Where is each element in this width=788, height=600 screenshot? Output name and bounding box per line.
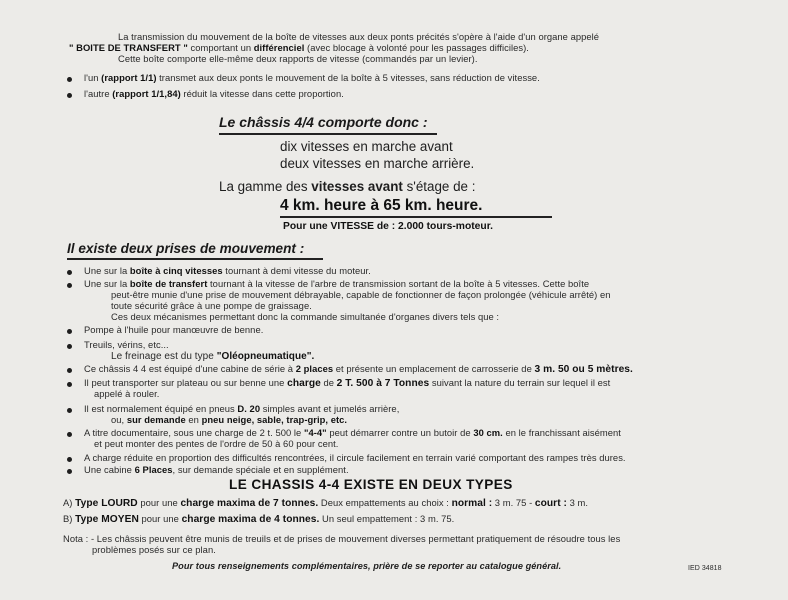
boite-de-transfert: " BOITE DE TRANSFERT " <box>69 42 188 53</box>
empattement-normal-label: normal : <box>451 498 493 509</box>
speed-range-underline <box>280 216 552 218</box>
type-lourd: Type LOURD <box>75 498 138 509</box>
footer-text: Pour tous renseignements complémentaires, prière de se reporter au catalogue général. <box>172 561 562 571</box>
gamme-line <box>219 179 475 194</box>
note-line-1 <box>63 533 620 544</box>
vitesses-avant: vitesses avant <box>311 179 403 194</box>
two-places: 2 places <box>295 363 334 374</box>
note-text: - Les châssis peuvent être munis de treuils et de prises de mouvement diverses permettant pratiquement de résoudre tous les <box>88 533 621 544</box>
type-lourd-line <box>63 497 588 509</box>
rapport-1-lead: l'un <box>84 72 102 83</box>
model-4-4: "4-4" <box>303 427 327 438</box>
pneus-d20: D. 20 <box>237 403 261 414</box>
rpm-note: Pour une VITESSE de : 2.000 tours-moteur. <box>283 221 493 232</box>
mechanisms-line: Ces deux mécanismes permettant donc la commande simultanée d'organes divers tels que : <box>111 311 500 322</box>
bullet-icon <box>67 382 72 387</box>
intro-line-2 <box>69 42 529 53</box>
gamme-lead: La gamme des <box>219 179 312 194</box>
prise-1-desc: tournant à demi vitesse du moteur. <box>222 265 371 276</box>
feature-2-tail: suivant la nature du terrain sur lequel il est <box>429 377 611 388</box>
bullet-icon <box>67 368 72 373</box>
boite-cinq-vitesses: boîte à cinq vitesses <box>129 265 223 276</box>
feature-4-tail: en le franchissant aisément <box>502 427 621 438</box>
empattement-normal-value: 3 m. 75 - <box>492 497 535 508</box>
note-line-2: problèmes posés sur ce plan. <box>92 544 216 555</box>
feature-1 <box>84 363 633 375</box>
charge-label: charge <box>287 378 321 389</box>
type-moyen: Type MOYEN <box>75 514 139 525</box>
freinage-lead: Le freinage est du type <box>111 351 217 362</box>
bullet-icon <box>67 344 72 349</box>
rapport-1-desc: transmet aux deux ponts le mouvement de la boîte à 5 vitesses, sans réduction de vitesse. <box>156 72 540 83</box>
charge-range: 2 T. 500 à 7 Tonnes <box>336 378 430 389</box>
rapport-2-value: (rapport 1/1,84) <box>112 88 181 99</box>
prise-1-lead: Une sur la <box>84 265 130 276</box>
mechanism-1: Pompe à l'huile pour manœuvre de benne. <box>84 324 264 335</box>
speed-range: 4 km. heure à 65 km. heure. <box>280 197 483 214</box>
prise-2-line-2: peut-être munie d'une prise de mouvement débrayable, capable de fonctionner de façon prolongée (véhicule arrêté) en <box>111 289 611 300</box>
summary-line-2: deux vitesses en marche arrière. <box>280 156 475 171</box>
type-b-letter: B) <box>63 513 73 524</box>
bullet-icon <box>67 270 72 275</box>
type-lourd-pour: pour une <box>137 497 181 508</box>
prise-1-line <box>84 265 371 276</box>
intro-line-2-tail: (avec blocage à volonté pour les passages difficiles). <box>304 42 529 53</box>
feature-6-tail: , sur demande spéciale et en supplément. <box>172 464 349 475</box>
rapport-1-value: (rapport 1/1) <box>101 72 157 83</box>
feature-1-lead: Ce châssis 4 4 est équipé d'une cabine de série à <box>84 363 296 374</box>
feature-2-de: de <box>320 377 337 388</box>
bullet-icon <box>67 93 72 98</box>
feature-5: A charge réduite en proportion des difficultés rencontrées, il circule facilement en terrain varié comportant des rampes très dures. <box>84 452 626 463</box>
empattement-court-label: court : <box>534 498 567 509</box>
rapport-2-line <box>84 88 344 99</box>
type-moyen-pour: pour une <box>138 513 182 524</box>
prise-2-desc: tournant à la vitesse de l'arbre de transmission sortant de la boîte à 5 vitesses. Cette boîte <box>207 278 590 289</box>
carrosserie-length: 3 m. 50 ou 5 mètres. <box>534 364 633 375</box>
bullet-icon <box>67 469 72 474</box>
feature-3-lead: Il est normalement équipé en pneus <box>84 403 238 414</box>
feature-2 <box>84 377 610 389</box>
note-label: Nota : <box>63 533 89 544</box>
bullet-icon <box>67 457 72 462</box>
feature-4-mid: peut démarrer contre un butoir de <box>326 427 474 438</box>
empattement-court-value: 3 m. <box>566 497 589 508</box>
feature-6-lead: Une cabine <box>84 464 135 475</box>
pneu-options: pneu neige, sable, trap-grip, etc. <box>201 414 348 425</box>
summary-line-1: dix vitesses en marche avant <box>280 139 453 154</box>
feature-6 <box>84 464 349 475</box>
rapport-2-desc: réduit la vitesse dans cette proportion. <box>180 88 344 99</box>
type-moyen-charge: charge maxima de 4 tonnes. <box>181 514 320 525</box>
freinage-line <box>111 351 314 362</box>
intro-line-1: La transmission du mouvement de la boîte de vitesses aux deux ponts précités s'opère à l'aide d'un organe appelé <box>118 31 600 42</box>
prises-heading: Il existe deux prises de mouvement : <box>67 241 305 256</box>
rapport-2-lead: l'autre <box>84 88 113 99</box>
bullet-icon <box>67 408 72 413</box>
butoir-height: 30 cm. <box>473 427 503 438</box>
prise-2-line-3: toute sécurité grâce à une pompe de graissage. <box>111 300 312 311</box>
bullet-icon <box>67 77 72 82</box>
feature-4-lead: A titre documentaire, sous une charge de 2 t. 500 le <box>84 427 304 438</box>
feature-3-tail: simples avant et jumelés arrière, <box>260 403 400 414</box>
prise-2-line <box>84 278 589 289</box>
feature-4 <box>84 427 621 438</box>
oleopneumatique: "Oléopneumatique". <box>216 351 315 362</box>
gamme-tail: s'étage de : <box>402 179 476 194</box>
type-a-letter: A) <box>63 497 73 508</box>
rapport-1-line <box>84 72 540 83</box>
six-places: 6 Places <box>134 464 173 475</box>
feature-2-line-2: appelé à rouler. <box>94 388 160 399</box>
differenciel: différenciel <box>253 42 305 53</box>
bullet-icon <box>67 329 72 334</box>
bullet-icon <box>67 432 72 437</box>
feature-2-lead: Il peut transporter sur plateau ou sur benne une <box>84 377 288 388</box>
sur-demande: sur demande <box>126 414 186 425</box>
type-lourd-empattements: Deux empattements au choix : <box>318 497 452 508</box>
summary-heading-underline <box>219 133 437 135</box>
feature-3-en: en <box>185 414 202 425</box>
bullet-icon <box>67 283 72 288</box>
type-lourd-charge: charge maxima de 7 tonnes. <box>180 498 319 509</box>
feature-1-mid: et présente un emplacement de carrosserie de <box>333 363 535 374</box>
feature-4-line-2: et peut monter des pentes de l'ordre de 50 à 60 pour cent. <box>94 438 339 449</box>
mechanism-2: Treuils, vérins, etc... <box>84 339 169 350</box>
intro-line-3: Cette boîte comporte elle-même deux rapports de vitesse (commandés par un levier). <box>118 53 478 64</box>
feature-3-line-2 <box>111 414 347 425</box>
prises-heading-underline <box>67 258 323 260</box>
summary-heading: Le châssis 4/4 comporte donc : <box>219 114 428 130</box>
type-moyen-empattement: Un seul empattement : 3 m. 75. <box>319 513 455 524</box>
feature-3-ou: ou, <box>111 414 127 425</box>
intro-line-2-text: comportant un <box>187 42 254 53</box>
feature-3 <box>84 403 399 414</box>
prise-2-lead: Une sur la <box>84 278 130 289</box>
boite-transfert: boîte de transfert <box>129 278 208 289</box>
document-reference: IED 34818 <box>688 565 722 572</box>
type-moyen-line <box>63 513 454 525</box>
types-heading: LE CHASSIS 4-4 EXISTE EN DEUX TYPES <box>229 477 513 492</box>
